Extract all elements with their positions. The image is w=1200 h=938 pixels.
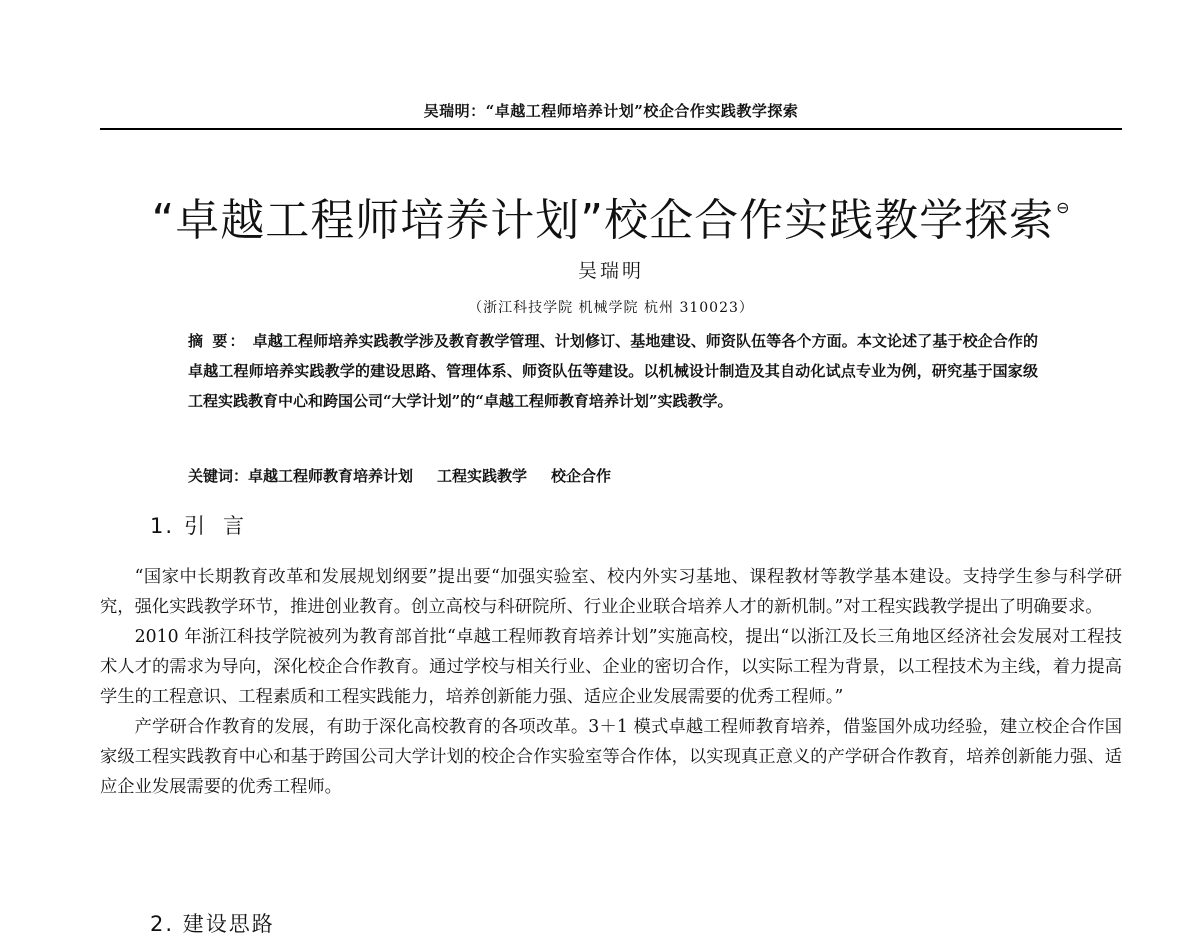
keyword-item: 工程实践教学 [437,467,528,485]
body-text [100,562,1122,802]
title-footnote-mark: ⊖ [1056,198,1071,217]
section-title: 2. 建设思路 [150,912,275,936]
section-heading-partial [150,908,275,936]
paper-title-text: “卓越工程师培养计划”校企合作实践教学探索 [151,195,1055,246]
author-affiliation: （浙江科技学院 机械学院 杭州 310023） [468,300,754,316]
section-title: 引言 [184,514,263,538]
abstract-label: 摘 要： [188,332,247,350]
section-number: 1. [150,514,175,538]
abstract [188,326,1038,416]
body-paragraph: 产学研合作教育的发展，有助于深化高校教育的各项改革。3＋1 模式卓越工程师教育培养，借鉴国外成功经验，建立校企合作国家级工程实践教育中心和基于跨国公司大学计划的校企合作实验室等合作体，以实现真正意义的产学研合作教育，培养创新能力强、适应企业发展需要的优秀工程师。 [100,717,1122,797]
keyword-item: 校企合作 [551,467,612,485]
paper-title [100,178,1122,251]
author-name: 吴瑞明 [577,260,644,282]
running-header: 吴瑞明：“卓越工程师培养计划”校企合作实践教学探索 [423,102,799,120]
header-rule [100,128,1122,130]
body-paragraph: 2010 年浙江科技学院被列为教育部首批“卓越工程师教育培养计划”实施高校，提出“以浙江及长三角地区经济社会发展对工程技术人才的需求为导向，深化校企合作教育。通过学校与相关行业、企业的密切合作，以实际工程为背景，以工程技术为主线，着力提高学生的工程意识、工程素质和工程实践能力，培养创新能力强、适应企业发展需要的优秀工程师。” [100,627,1122,707]
keyword-item: 卓越工程师教育培养计划 [248,467,414,485]
abstract-text: 卓越工程师培养实践教学涉及教育教学管理、计划修订、基地建设、师资队伍等各个方面。本文论述了基于校企合作的卓越工程师培养实践教学的建设思路、管理体系、师资队伍等建设。以机械设计制造及其自动化试点专业为例，研究基于国家级工程实践教育中心和跨国公司“大学计划”的“卓越工程师教育培养计划”实践教学。 [188,332,1038,410]
body-paragraph: “国家中长期教育改革和发展规划纲要”提出要“加强实验室、校内外实习基地、课程教材等教学基本建设。支持学生参与科学研究，强化实践教学环节，推进创业教育。创立高校与科研院所、行业企业联合培养人才的新机制。”对工程实践教学提出了明确要求。 [100,567,1122,617]
keywords-label: 关键词： [188,467,249,485]
keywords [188,462,1038,490]
section-heading-introduction [150,510,262,540]
